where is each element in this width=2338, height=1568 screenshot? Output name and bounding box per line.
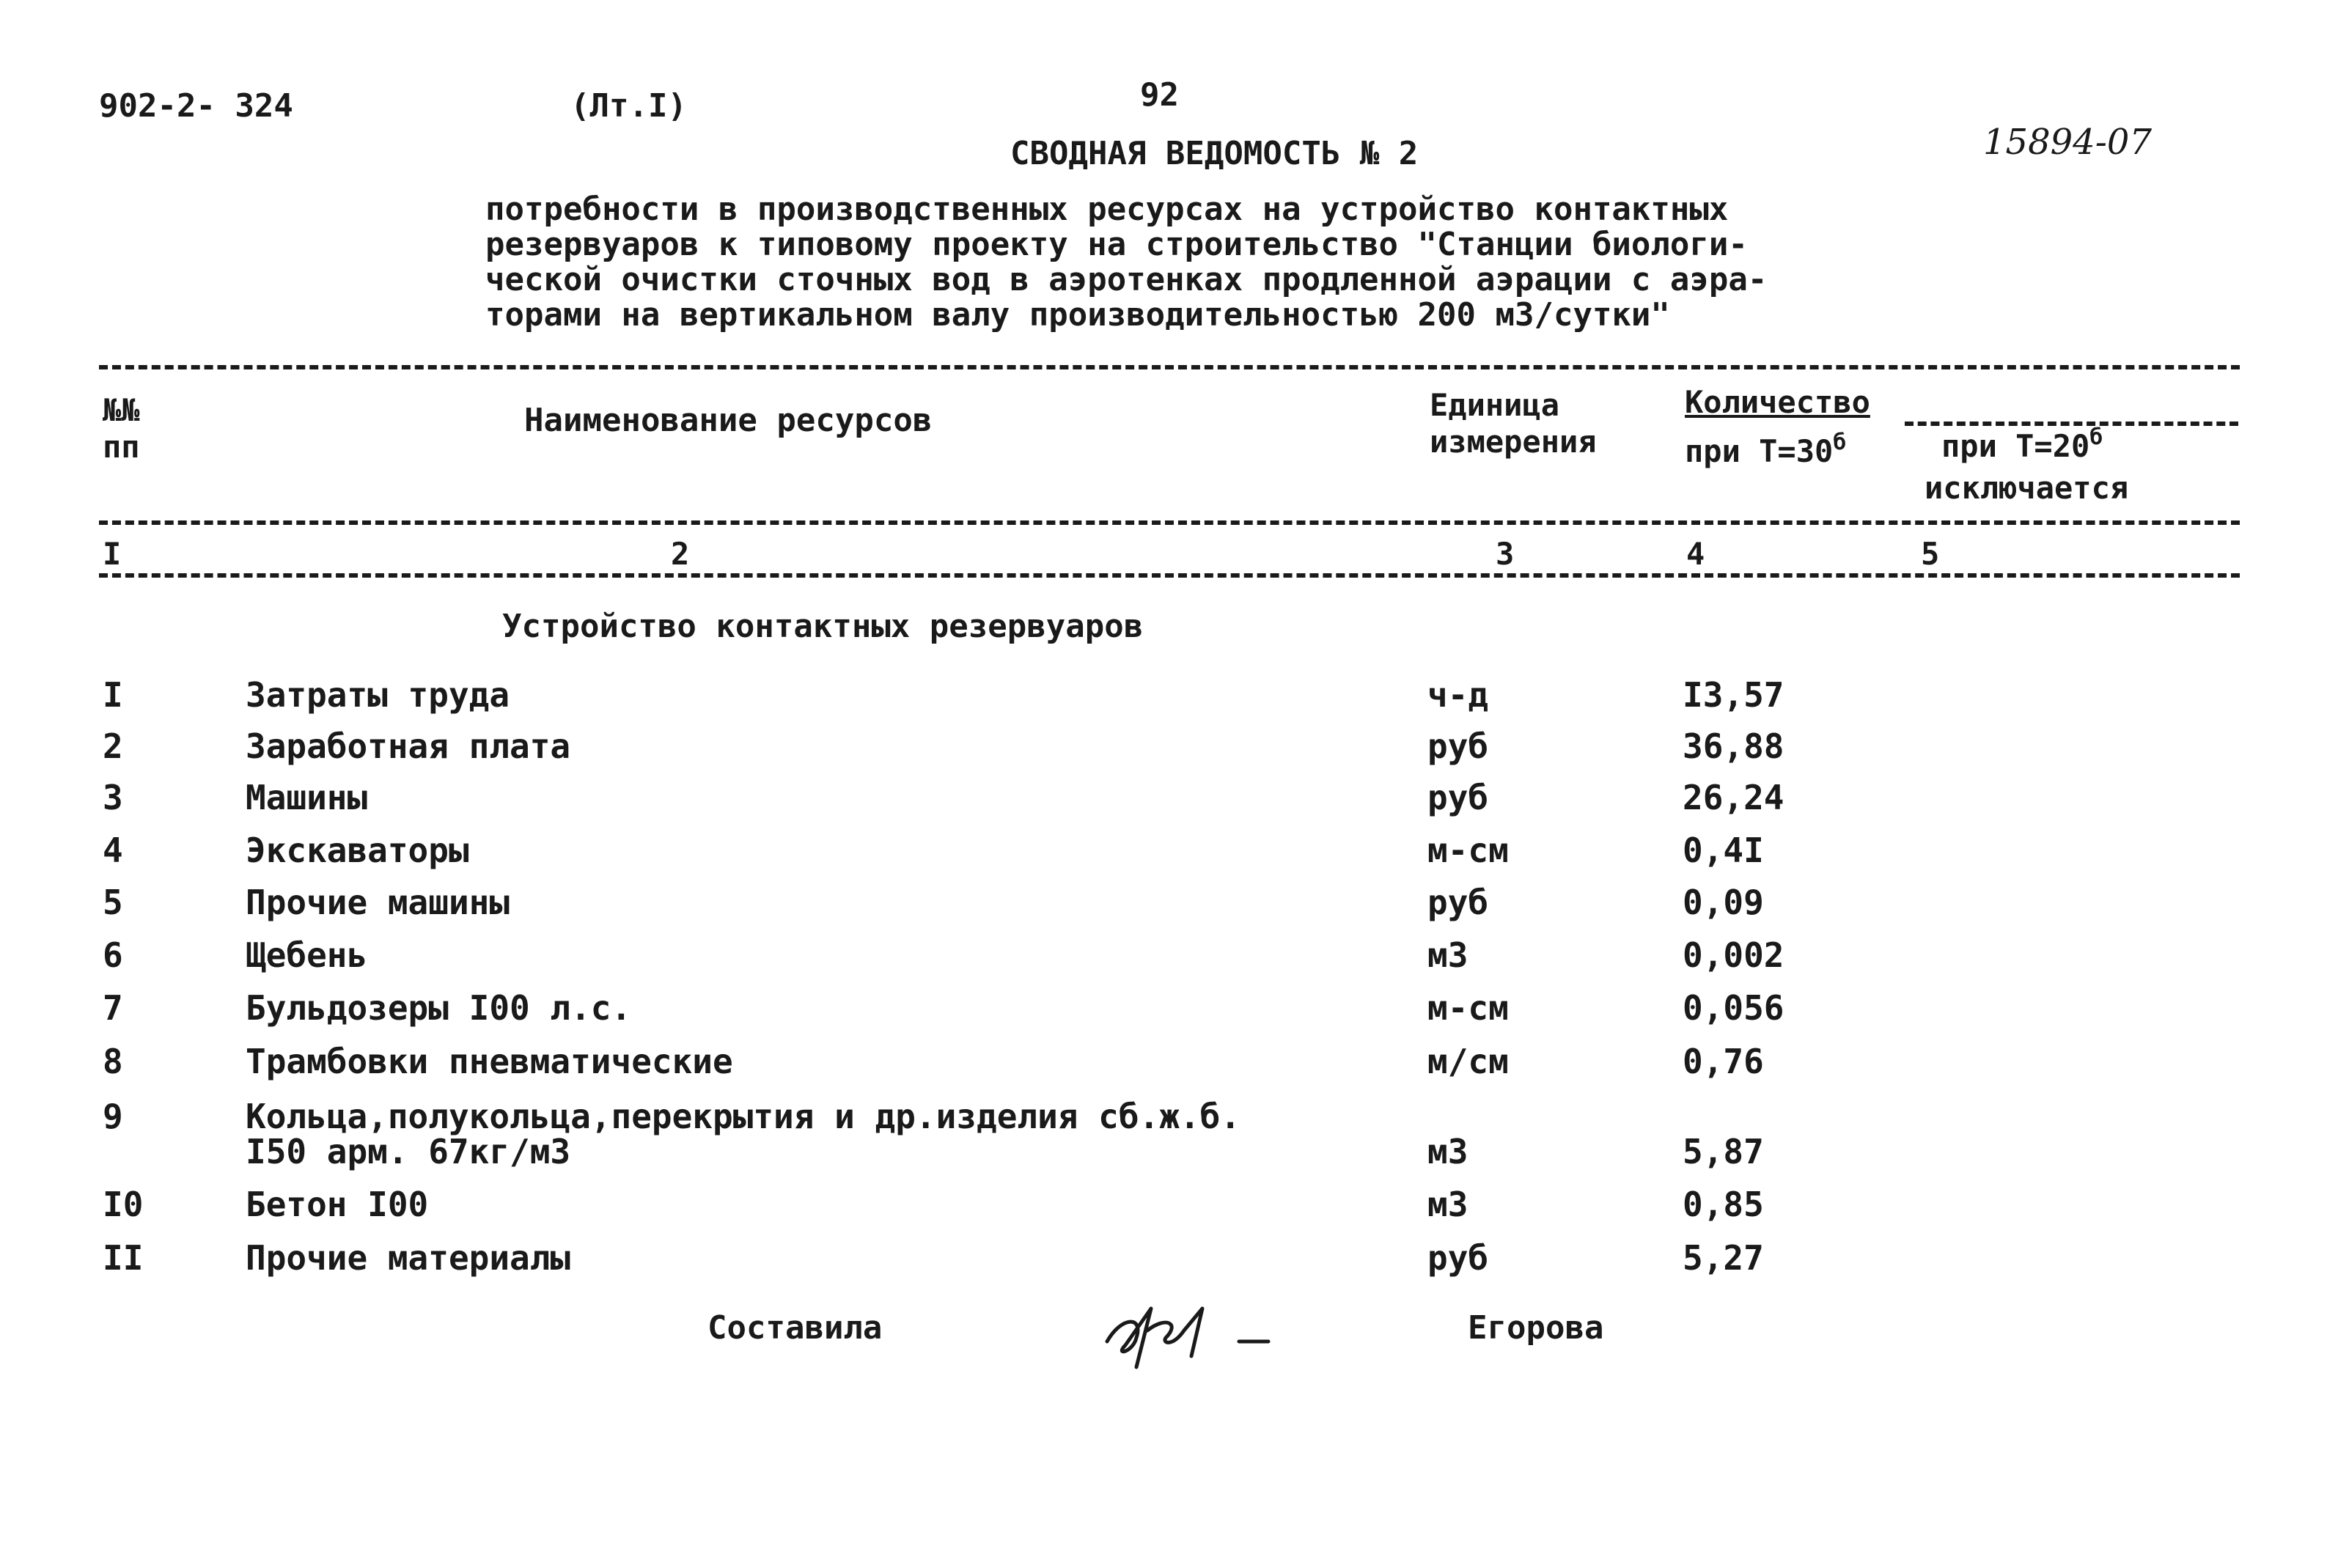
table-row: 7 Бульдозеры I00 л.с. м-см 0,056 — [103, 988, 1784, 1028]
intro-line: потребности в производственных ресурсах на устройство контактных — [485, 191, 1729, 228]
section-title: Устройство контактных резервуаров — [502, 608, 1144, 645]
table-row: II Прочие материалы руб 5,27 — [103, 1238, 1764, 1278]
compiled-by: Егорова — [1468, 1309, 1604, 1347]
column-number-4: 4 — [1686, 536, 1705, 572]
column-number-1: I — [103, 536, 122, 572]
table-row: 9 Кольца,полукольца,перекрытия и др.изделия сб.ж.б. I50 арм. 67кг/м3 м3 5,87 — [103, 1097, 1764, 1171]
stamp-number: 15894-07 — [1983, 122, 2152, 163]
header-unit: Единица измерения — [1430, 387, 1597, 460]
column-number-rule — [99, 573, 2240, 578]
compiled-label: Составила — [707, 1309, 883, 1347]
table-row: 5 Прочие машины руб 0,09 — [103, 883, 1764, 922]
table-top-rule — [99, 365, 2240, 369]
page-number: 92 — [1140, 76, 1179, 114]
header-qty-t20: при $Т=20^б$ — [1941, 424, 2103, 464]
document-code: 902-2- 324 — [99, 87, 293, 125]
table-row: I0 Бетон I00 м3 0,85 — [103, 1185, 1764, 1224]
table-row: 6 Щебень м3 0,002 — [103, 935, 1784, 975]
header-qty-t20-note: исключается — [1925, 470, 2129, 506]
header-qty-t30: при $Т=30^б$ — [1685, 430, 1847, 469]
column-number-2: 2 — [671, 536, 690, 572]
intro-line: торами на вертикальном валу производительностью 200 м3/сутки" — [485, 296, 1670, 334]
intro-line: резервуаров к типовому проекту на строительство "Станции биологи- — [485, 226, 1748, 263]
header-name: Наименование ресурсов — [524, 402, 933, 439]
sheet-label: (Лт.I) — [570, 87, 687, 125]
table-row: 8 Трамбовки пневматические м/см 0,76 — [103, 1042, 1764, 1081]
intro-text — [485, 192, 1767, 333]
table-row: 3 Машины руб 26,24 — [103, 778, 1784, 817]
header-qty-title: Количество — [1685, 384, 1870, 420]
header-qty-rule — [1905, 422, 2238, 426]
intro-line: ческой очистки сточных вод в аэротенках продленной аэрации с аэра- — [485, 261, 1768, 298]
header-bottom-rule — [99, 520, 2240, 525]
signature-icon — [1092, 1287, 1312, 1374]
table-row: I Затраты труда ч-д I3,57 — [103, 675, 1784, 715]
table-row: 4 Экскаваторы м-см 0,4I — [103, 831, 1764, 870]
table-row: 2 Заработная плата руб 36,88 — [103, 726, 1784, 766]
column-number-5: 5 — [1921, 536, 1940, 572]
document-title: СВОДНАЯ ВЕДОМОСТЬ № 2 — [1010, 135, 1419, 172]
column-number-3: 3 — [1496, 536, 1515, 572]
header-num: №№ пп — [103, 392, 140, 465]
